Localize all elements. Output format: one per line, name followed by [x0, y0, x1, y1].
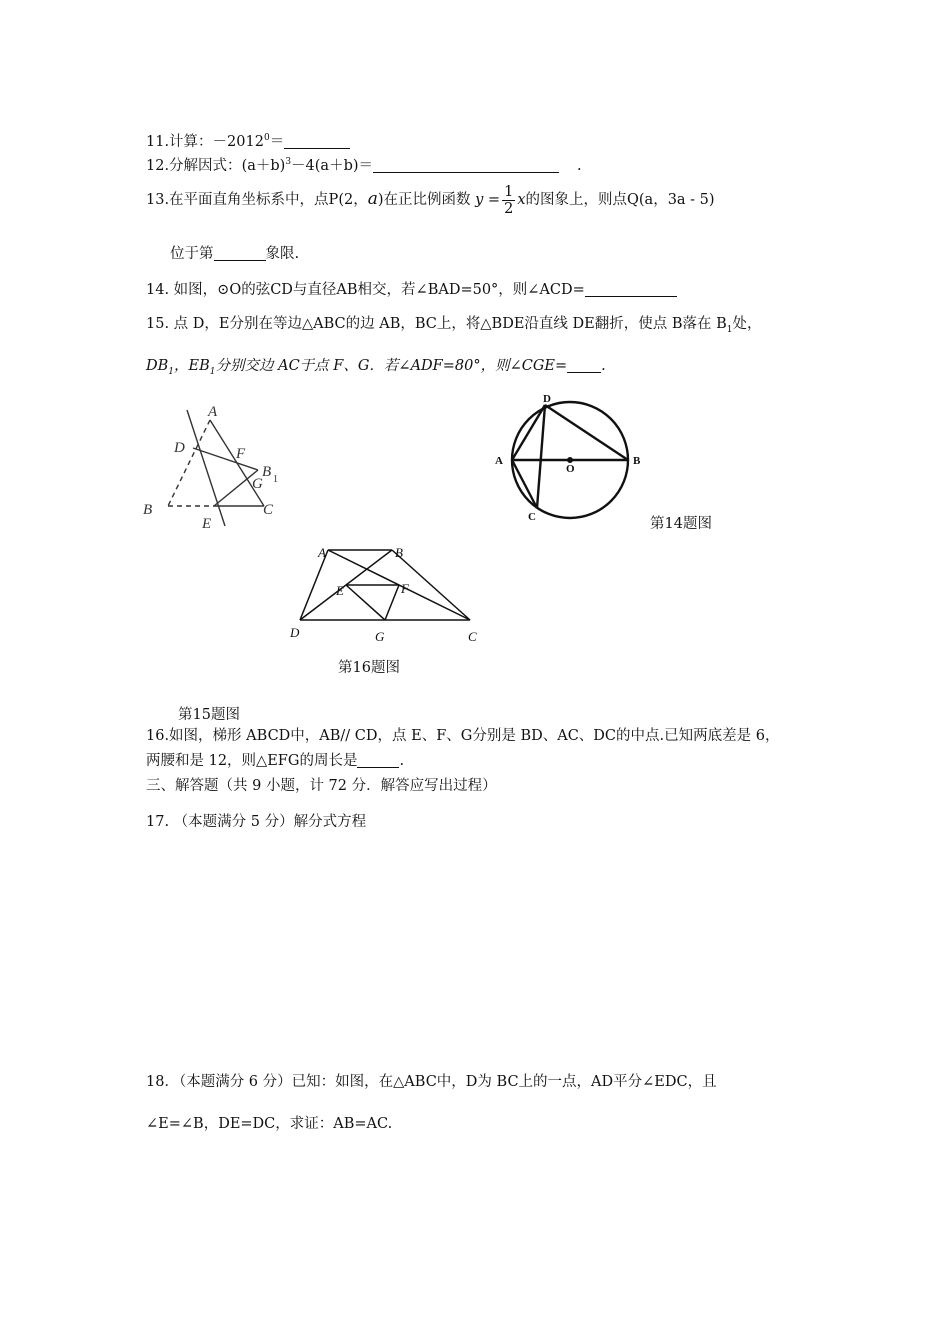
question-13-line2: 位于第 象限. — [170, 246, 300, 262]
fig14-label-d: D — [543, 393, 551, 405]
fig16-label-g: G — [375, 629, 385, 644]
fig15-label-e: E — [202, 516, 212, 532]
fig15-label-b: B — [143, 502, 153, 518]
fig16-label-b: B — [395, 545, 403, 560]
question-17: 17. （本题满分 5 分）解分式方程 — [146, 814, 367, 830]
question-15: 15. 点 D，E分别在等边△ABC的边 AB，BC上，将△BDE沿直线 DE翻折，使点 B落在 $B_1$处， — [146, 316, 762, 335]
question-18: 18．（本题满分 6 分）已知：如图，在△ABC中，D为 BC上的一点，AD平分∠EDC，且 — [146, 1074, 717, 1090]
fig15-label-b1: B — [262, 464, 272, 480]
fig15-label-a: A — [208, 404, 218, 420]
fig14-label-c: C — [528, 511, 536, 523]
question-14: 14. 如图，⊙O的弦CD与直径AB相交，若∠BAD=50°，则∠ACD= — [146, 280, 677, 300]
fig14-label-a: A — [495, 455, 503, 467]
fig16-label-e: E — [336, 583, 344, 598]
fig16-label-a: A — [318, 545, 326, 560]
question-16: 16.如图，梯形 ABCD中，AB// CD，点 E、F、G分别是 BD、AC、DC的中点.已知两底差是 6， — [146, 728, 780, 744]
question-13: 13.在平面直角坐标系中，点P(2，a)在正比例函数 y = $\frac{1}{2}$ x的图象上，则点Q(a，3a - 5) — [146, 183, 715, 217]
fig15-label-g: G — [252, 476, 263, 492]
fig15-label-b1-sub: 1 — [273, 474, 278, 485]
figure-14-caption: 第14题图 — [650, 516, 712, 532]
question-16-line2: 两腰和是 12，则△EFG的周长是 . — [146, 753, 405, 769]
fig15-label-d: D — [174, 440, 185, 456]
fig15-label-f: F — [236, 446, 246, 462]
question-12: 12.分解因式：$(a+b)^3-4(a+b)=$ . — [146, 157, 582, 174]
question-11: 11.计算：$-2012^0=$ — [146, 128, 350, 152]
figure-16-caption: 第16题图 — [338, 660, 400, 676]
fig15-label-c: C — [263, 502, 274, 518]
fig14-label-o: O — [566, 463, 575, 475]
answer-blank — [357, 753, 399, 768]
fig14-label-b: B — [633, 455, 641, 467]
question-18-line2: ∠E=∠B，DE=DC，求证：AB=AC. — [146, 1116, 393, 1132]
fraction-one-half: $\frac{1}{2}$ — [504, 183, 514, 217]
figure-15-caption: 第15题图 — [178, 707, 240, 723]
section-3-heading: 三、解答题（共 9 小题，计 72 分．解答应写出过程） — [146, 778, 497, 794]
fig16-label-d: D — [290, 625, 300, 640]
fig16-label-c: C — [468, 629, 477, 644]
fig16-label-f: F — [401, 581, 409, 596]
question-15-line2: $DB_1$，$EB_1$分别交边 AC于点 F、G．若∠ADF=80°，则∠CGE= . — [146, 358, 606, 377]
